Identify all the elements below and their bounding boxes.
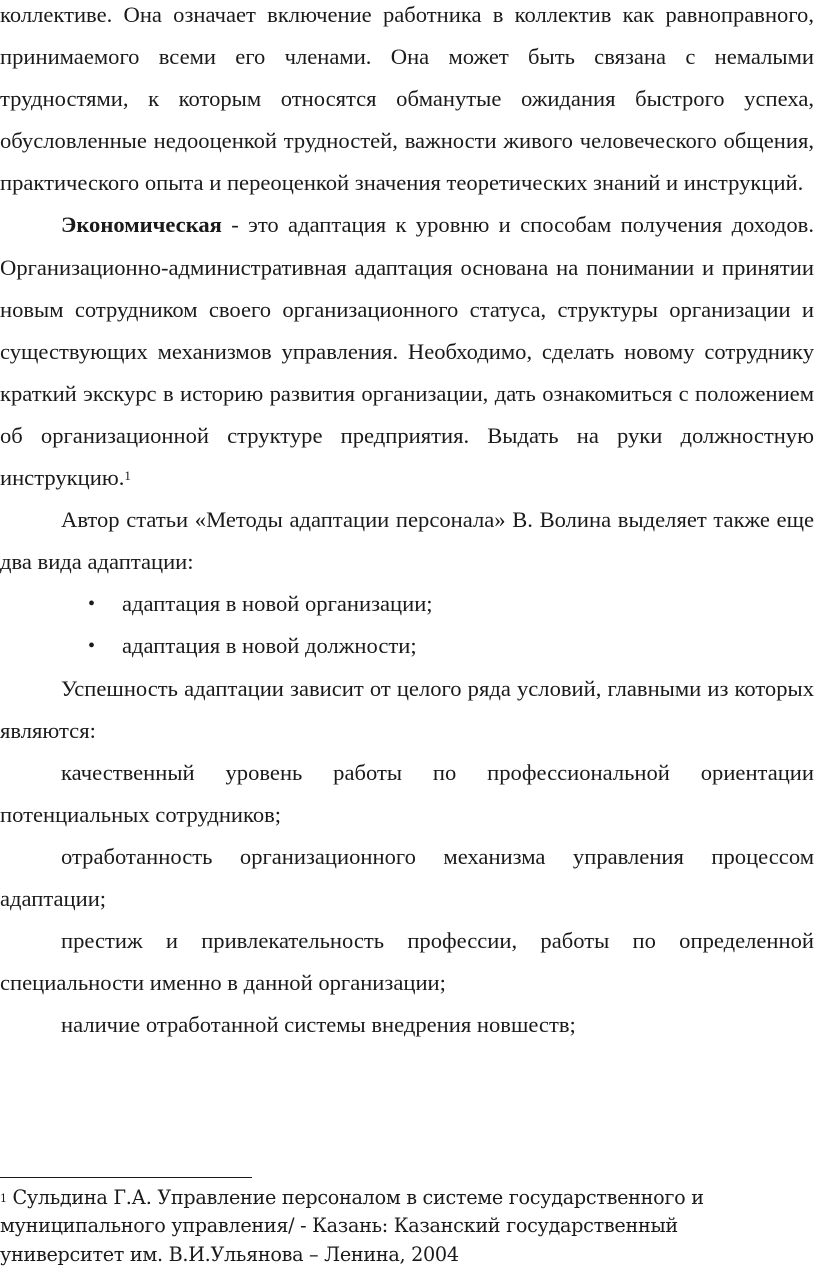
paragraph-text: - это адаптация к уровню и способам получения доходов. Организационно-административная адаптация основана на понимании и принятии новым сотрудником своего организационного статуса, структуры организации и существующих механизмов управления. Необходимо, сделать новому сотруднику краткий экскурс в историю развития организации, дать ознакомиться с положением об организационной структуре предприятия. Выдать на руки должностную инструкцию.	[0, 212, 814, 491]
list-item-text: адаптация в новой должности;	[122, 633, 417, 659]
paragraph-social-adaptation	[0, 0, 814, 204]
paragraph-author-volina	[0, 499, 814, 583]
footnote-separator	[0, 1177, 252, 1178]
footnote-mark: 1	[0, 1192, 7, 1205]
footnote	[0, 1184, 790, 1269]
paragraph-text: наличие отработанной системы внедрения новшеств;	[61, 1012, 576, 1038]
paragraph-success-conditions	[0, 668, 814, 752]
list-item	[0, 583, 814, 625]
paragraph-economic-adaptation	[0, 204, 814, 499]
paragraph-text: престиж и привлекательность профессии, работы по определенной специальности именно в данной организации;	[0, 928, 814, 996]
list-item	[0, 625, 814, 667]
paragraph-condition-mechanism	[0, 836, 814, 920]
paragraph-condition-innovation	[0, 1004, 814, 1046]
bullet-icon: •	[88, 593, 96, 616]
paragraph-text: качественный уровень работы по профессиональной ориентации потенциальных сотрудников;	[0, 759, 814, 827]
paragraph-condition-orientation	[0, 752, 814, 836]
paragraph-text: отработанность организационного механизма управления процессом адаптации;	[0, 843, 814, 911]
term-economic: Экономическая	[61, 212, 222, 238]
paragraph-text: коллективе. Она означает включение работника в коллектив как равноправного, принимаемого всеми его членами. Она может быть связана с немалыми трудностями, к которым относятся обманутые ожидания быстрого успеха, обусловленные недооценкой трудностей, важности живого человеческого общения, практического опыта и переоценкой значения теоретических знаний и инструкций.	[0, 2, 814, 196]
paragraph-text: Успешность адаптации зависит от целого ряда условий, главными из которых являются:	[0, 675, 814, 743]
bullet-icon: •	[88, 635, 96, 658]
paragraph-text: Автор статьи «Методы адаптации персонала» В. Волина выделяет также еще два вида адаптации:	[0, 507, 814, 575]
footnote-text: Сульдина Г.А. Управление персоналом в системе государственного и муниципального управления/ - Казань: Казанский государственный университет им. В.И.Ульянова – Ленина, 2004	[0, 1186, 704, 1266]
footnote-reference[interactable]: 1	[124, 468, 131, 484]
paragraph-condition-prestige	[0, 920, 814, 1004]
list-item-text: адаптация в новой организации;	[122, 591, 433, 617]
adaptation-types-list	[0, 583, 814, 667]
